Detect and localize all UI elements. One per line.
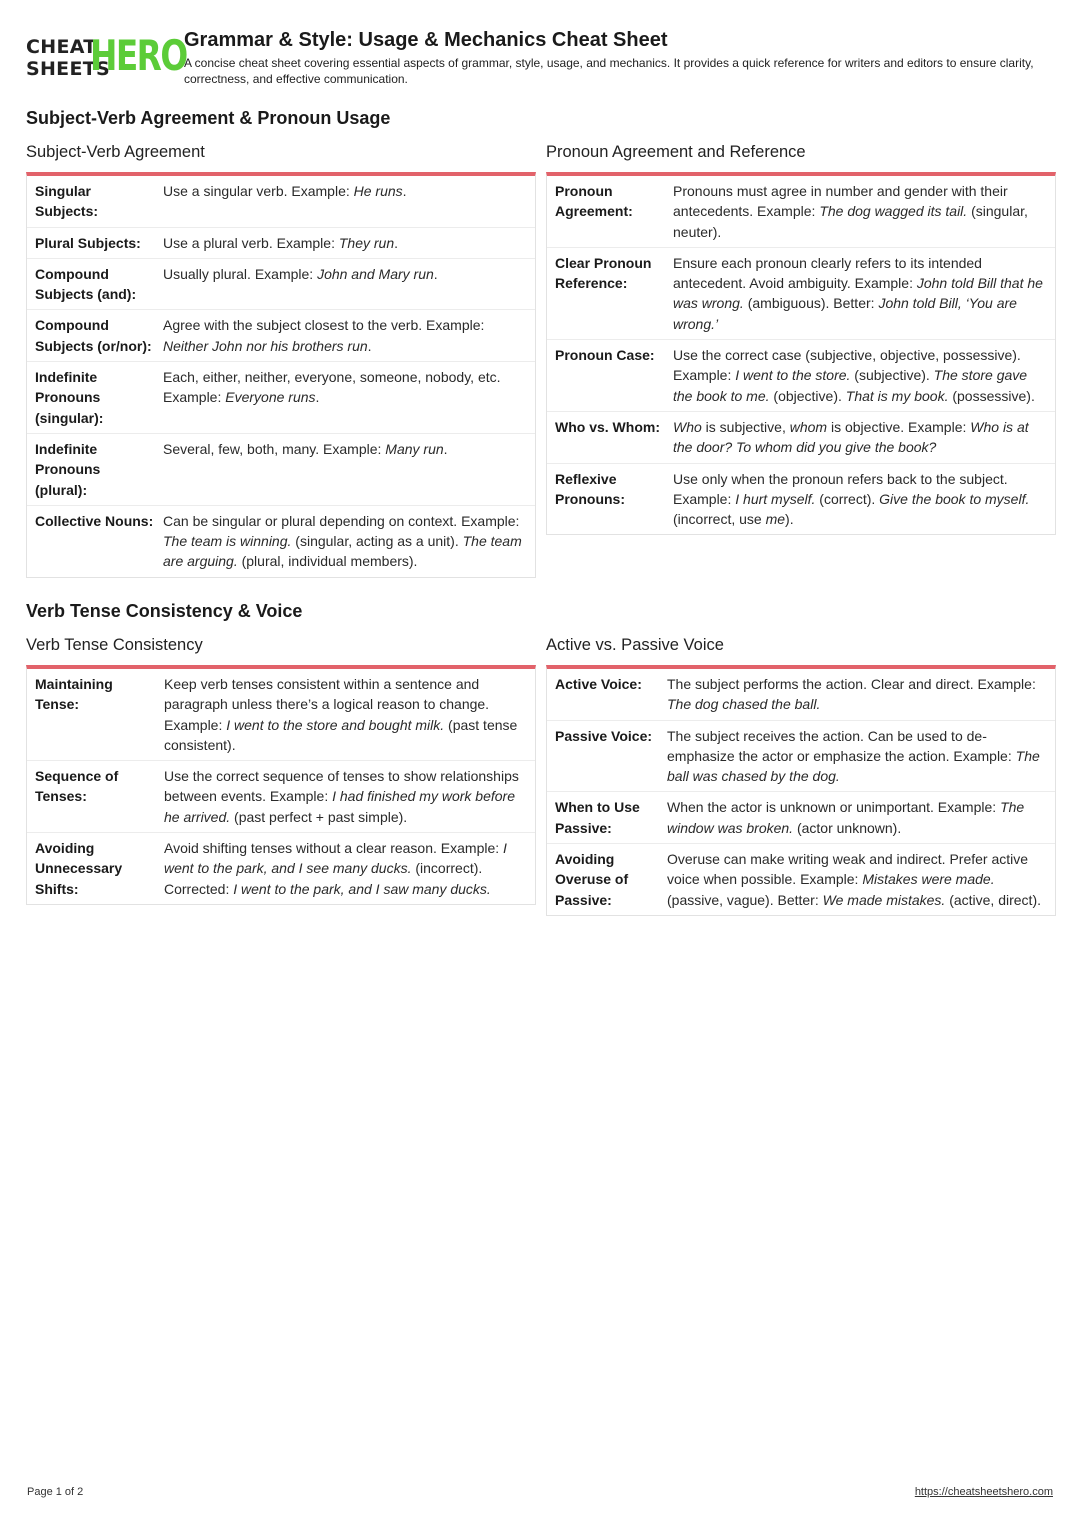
example-text: Give the book to myself. xyxy=(879,490,1030,507)
page-description: A concise cheat sheet covering essential aspects of grammar, style, usage, and mechanics. It provides a quick reference for writers and editors to ensure clarity, correctness, and effective communication. xyxy=(184,56,1034,86)
definition-text: (incorrect, use xyxy=(673,511,766,528)
term-label: Indefinite Pronouns (singular): xyxy=(35,369,104,426)
example-text: John and Mary run xyxy=(317,265,434,282)
definition-text: The subject performs the action. Clear and direct. Example: xyxy=(667,676,1036,692)
term-label: Sequence of Tenses: xyxy=(35,768,119,805)
example-text: John told Bill that he was wrong. xyxy=(673,275,1043,312)
cheat-card xyxy=(26,665,536,905)
example-text: Many run xyxy=(385,440,444,457)
term-definition xyxy=(163,367,527,428)
example-text: The team is winning. xyxy=(163,533,292,550)
cheatsheets-hero-logo[interactable] xyxy=(26,31,187,80)
example-text: whom xyxy=(789,418,828,435)
definition-text: is objective. Example: xyxy=(827,418,971,435)
example-text: The team are arguing. xyxy=(163,533,522,570)
page-number: Page 1 of 2 xyxy=(27,1486,84,1498)
term-definition xyxy=(667,674,1047,715)
definition-text: Usually plural. Example: xyxy=(163,265,318,282)
definition-text: The subject receives the action. Can be used to de-emphasize the actor or emphasize the action. Example: xyxy=(667,727,1016,764)
definition-text: (singular, acting as a unit). xyxy=(291,533,463,550)
table-row xyxy=(27,228,535,259)
example-text: He runs xyxy=(353,183,403,199)
term-label: Clear Pronoun Reference: xyxy=(555,254,652,292)
definition-text: Avoid shifting tenses without a clear reason. Example: xyxy=(164,840,504,857)
term-label: Plural Subjects: xyxy=(35,234,141,251)
term-label: Indefinite Pronouns (plural): xyxy=(35,440,101,498)
term-label: When to Use Passive: xyxy=(555,799,640,836)
card-title: Pronoun Agreement and Reference xyxy=(546,143,806,161)
table-row xyxy=(27,434,535,506)
definition-text: (ambiguous). Better: xyxy=(743,295,879,312)
term-definition xyxy=(163,233,527,253)
term-definition xyxy=(673,253,1047,334)
term-label: Singular Subjects: xyxy=(35,183,99,220)
term-definition xyxy=(163,264,527,305)
definition-text: Ensure each pronoun clearly refers to its intended antecedent. Avoid ambiguity. Example: xyxy=(673,254,982,292)
example-text: They run xyxy=(338,234,395,251)
table-row xyxy=(27,761,535,833)
example-text: John told Bill, ‘You are wrong.’ xyxy=(673,295,1017,332)
term-definition xyxy=(667,726,1047,787)
table-row xyxy=(27,176,535,228)
term-definition xyxy=(667,849,1047,910)
term-label: Pronoun Agreement: xyxy=(555,183,633,220)
example-text: The store gave the book to me. xyxy=(673,367,1028,404)
table-row xyxy=(27,506,535,577)
term-definition xyxy=(673,417,1047,458)
example-text: Neither John nor his brothers run xyxy=(163,337,368,354)
logo-hero-text: HERO xyxy=(90,31,187,80)
example-text: me xyxy=(765,511,786,528)
logo-cheat-text: CHEAT xyxy=(26,36,97,58)
logo-sheets-text: SHEETS xyxy=(26,58,110,80)
table-row xyxy=(547,464,1055,535)
definition-text: (active, direct). xyxy=(945,891,1042,908)
example-text: The window was broken. xyxy=(667,799,1025,836)
term-definition xyxy=(673,469,1047,530)
term-definition xyxy=(673,345,1047,406)
definition-text: . xyxy=(433,265,438,282)
definition-text: (singular, neuter). xyxy=(673,203,1028,240)
example-text: The dog chased the ball. xyxy=(667,696,821,713)
term-label: Avoiding Overuse of Passive: xyxy=(555,851,629,908)
example-text: Who is at the door? To whom did you give the book? xyxy=(673,418,1029,456)
page-title: Grammar & Style: Usage & Mechanics Cheat Sheet xyxy=(184,29,668,51)
table-row xyxy=(547,792,1055,844)
table-row xyxy=(547,340,1055,412)
term-definition xyxy=(164,766,527,827)
example-text: I had finished my work before he arrived. xyxy=(164,788,515,825)
definition-text: (correct). xyxy=(815,490,880,507)
term-definition xyxy=(673,181,1047,242)
example-text: I went to the store and bought milk. xyxy=(226,716,445,733)
term-label: Avoiding Unnecessary Shifts: xyxy=(35,840,123,897)
table-row xyxy=(27,669,535,761)
term-definition xyxy=(163,439,527,500)
table-row xyxy=(547,176,1055,248)
term-definition xyxy=(163,181,527,222)
card-title: Verb Tense Consistency xyxy=(26,636,203,654)
term-label: Active Voice: xyxy=(555,676,642,692)
term-definition xyxy=(163,315,527,356)
cheat-card xyxy=(546,665,1056,916)
table-row xyxy=(27,833,535,904)
definition-text: Use the correct sequence of tenses to show relationships between events. Example: xyxy=(164,768,519,805)
definition-text: (passive, vague). Better: xyxy=(667,891,823,908)
definition-text: ). xyxy=(785,511,794,528)
term-definition xyxy=(667,797,1047,838)
example-text: Everyone runs xyxy=(225,389,316,406)
definition-text: Several, few, both, many. Example: xyxy=(163,440,386,457)
definition-text: (past perfect + past simple). xyxy=(230,808,408,825)
page-header xyxy=(26,28,1056,92)
table-row xyxy=(547,721,1055,793)
definition-text: Pronouns must agree in number and gender with their antecedents. Example: xyxy=(673,183,1008,220)
table-row xyxy=(547,669,1055,721)
definition-text: (possessive). xyxy=(948,387,1035,404)
example-text: Mistakes were made. xyxy=(862,871,995,888)
term-definition xyxy=(163,511,527,572)
term-label: Compound Subjects (and): xyxy=(35,265,137,303)
term-label: Reflexive Pronouns: xyxy=(555,470,625,507)
definition-text: When the actor is unknown or unimportant. Example: xyxy=(667,799,1001,816)
definition-text: is subjective, xyxy=(701,418,790,435)
section-title: Subject-Verb Agreement & Pronoun Usage xyxy=(26,108,391,128)
table-row xyxy=(27,310,535,362)
table-row xyxy=(27,362,535,434)
term-label: Compound Subjects (or/nor): xyxy=(35,317,152,354)
example-text: The ball was chased by the dog. xyxy=(667,747,1040,785)
definition-text: Use the correct case (subjective, objective, possessive). Example: xyxy=(673,347,1021,384)
term-label: Pronoun Case: xyxy=(555,347,655,364)
card-title: Subject-Verb Agreement xyxy=(26,143,205,161)
definition-text: (actor unknown). xyxy=(793,819,902,836)
section-title: Verb Tense Consistency & Voice xyxy=(26,601,303,621)
definition-text: (incorrect). Corrected: xyxy=(164,860,483,897)
example-text: I hurt myself. xyxy=(735,490,816,507)
example-text: I went to the park, and I saw many ducks. xyxy=(233,880,491,897)
term-definition xyxy=(164,674,527,755)
definition-text: . xyxy=(315,389,320,406)
table-row xyxy=(27,259,535,311)
example-text: We made mistakes. xyxy=(822,891,946,908)
definition-text: . xyxy=(402,183,407,199)
definition-text: Use only when the pronoun refers back to the subject. Example: xyxy=(673,470,1008,507)
table-row xyxy=(547,248,1055,340)
definition-text: . xyxy=(394,234,398,251)
definition-text: Can be singular or plural depending on context. Example: xyxy=(163,512,520,529)
term-label: Passive Voice: xyxy=(555,727,653,744)
definition-text: . xyxy=(367,337,372,354)
definition-text: (past tense consistent). xyxy=(164,716,518,753)
definition-text: Agree with the subject closest to the verb. Example: xyxy=(163,317,485,334)
definition-text: (plural, individual members). xyxy=(237,553,418,570)
definition-text: Each, either, neither, everyone, someone, nobody, etc. Example: xyxy=(163,369,501,406)
cheat-card xyxy=(26,172,536,578)
example-text: The dog wagged its tail. xyxy=(819,203,968,220)
term-label: Maintaining Tense: xyxy=(35,676,113,713)
definition-text: (objective). xyxy=(769,387,846,404)
table-row xyxy=(547,844,1055,915)
definition-text: (subjective). xyxy=(850,367,934,384)
example-text: I went to the park, and I see many ducks. xyxy=(164,840,507,877)
example-text: I went to the store. xyxy=(735,367,851,384)
definition-text: . xyxy=(443,440,448,457)
example-text: Who xyxy=(673,418,702,435)
term-definition xyxy=(164,838,527,899)
definition-text: Use a singular verb. Example: xyxy=(163,183,354,199)
definition-text: Overuse can make writing weak and indirect. Prefer active voice when possible. Example: xyxy=(667,851,1029,888)
example-text: That is my book. xyxy=(845,387,949,404)
definition-text: Use a plural verb. Example: xyxy=(163,234,339,251)
site-link[interactable]: https://cheatsheetshero.com xyxy=(914,1486,1053,1498)
term-label: Who vs. Whom: xyxy=(555,418,660,435)
definition-text: Keep verb tenses consistent within a sentence and paragraph unless there’s a logical reason to change. Example: xyxy=(164,676,490,733)
term-label: Collective Nouns: xyxy=(35,512,154,529)
table-row xyxy=(547,412,1055,464)
card-title: Active vs. Passive Voice xyxy=(546,636,724,654)
cheat-card xyxy=(546,172,1056,535)
